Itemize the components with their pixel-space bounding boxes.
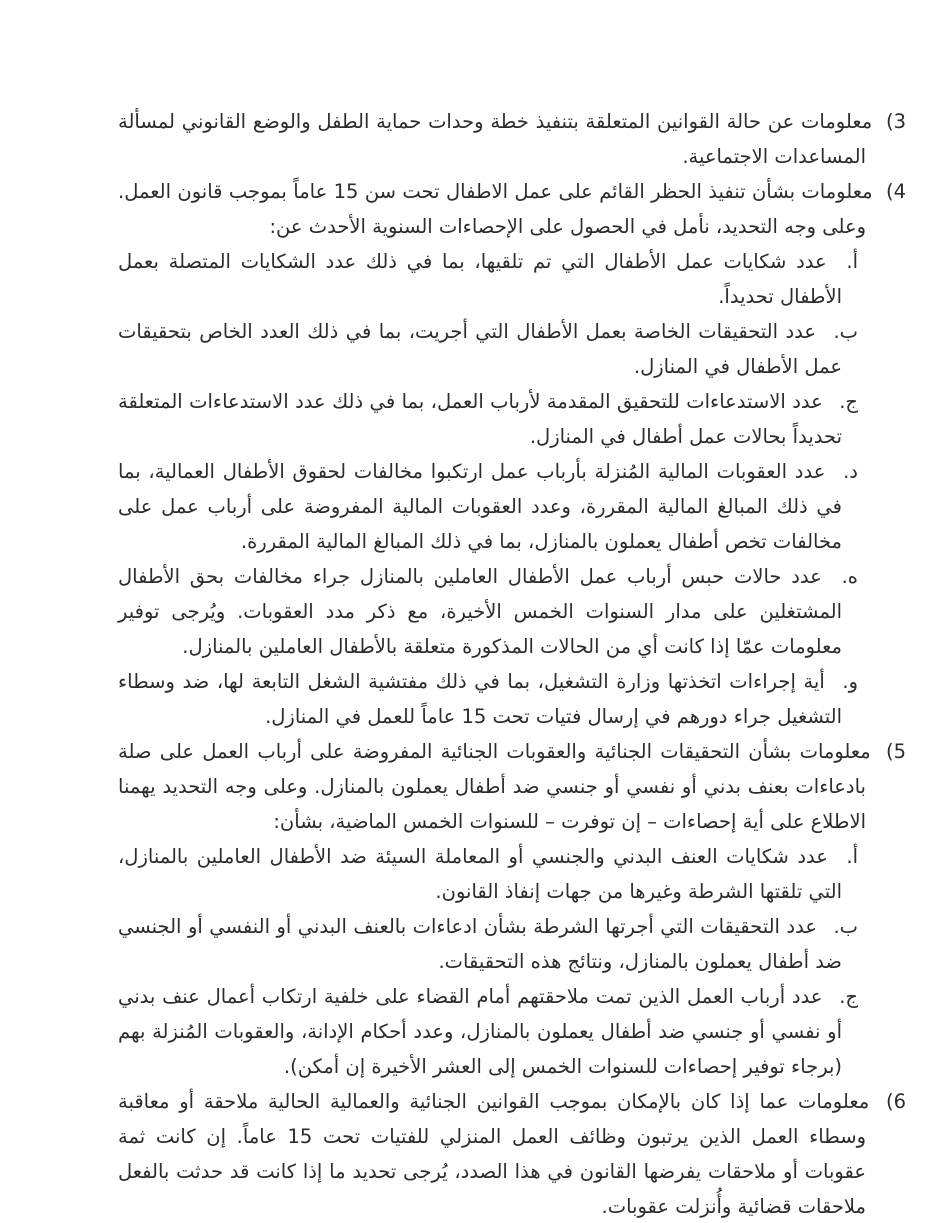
sub-item-text: عدد شكايات عمل الأطفال التي تم تلقيها، بما في ذلك عدد الشكايات المتصلة بعمل الأطفال تحديداً. (118, 250, 842, 308)
sub-item-letter-marker: ه. (841, 565, 858, 588)
item-number-marker: 5) (885, 740, 906, 763)
numbered-item-paragraph (118, 174, 906, 244)
numbered-item-paragraph (118, 734, 906, 839)
sub-item-letter-marker: ج. (839, 985, 858, 1008)
sub-item-paragraph (118, 314, 906, 384)
sub-item-paragraph (118, 244, 906, 314)
item-text: معلومات بشأن التحقيقات الجنائية والعقوبات الجنائية المفروضة على أرباب العمل على صلة بادعاءات بعنف بدني أو نفسي أو جنسي ضد أطفال يعملون بالمنازل. وعلى وجه التحديد يهمنا الاطلاع على أية إحصاءات – إن توفرت – للسنوات الخمس الماضية، بشأن: (118, 740, 871, 833)
sub-item-paragraph (118, 454, 906, 559)
sub-item-text: عدد العقوبات المالية المُنزلة بأرباب عمل ارتكبوا مخالفات لحقوق الأطفال العمالية، بما في ذلك المبالغ المالية المقررة، وعدد العقوبات المالية المفروضة على أرباب عمل على مخالفات تخص أطفال يعملون بالمنازل، بما في ذلك المبالغ المالية المقررة. (118, 460, 842, 553)
sub-item-letter-marker: أ. (846, 250, 858, 273)
item-text: معلومات بشأن تنفيذ الحظر القائم على عمل الاطفال تحت سن 15 عاماً بموجب قانون العمل. وعلى وجه التحديد، نأمل في الحصول على الإحصاءات السنوية الأحدث عن: (118, 180, 873, 238)
item-number-marker: 6) (885, 1090, 906, 1113)
sub-item-letter-marker: ب. (833, 915, 859, 938)
sub-item-paragraph (118, 909, 906, 979)
sub-item-letter-marker: ج. (839, 390, 858, 413)
numbered-item (118, 734, 906, 1084)
sub-item-letter-marker: أ. (846, 845, 858, 868)
sub-item-paragraph (118, 979, 906, 1084)
sub-item-letter-marker: ب. (833, 320, 859, 343)
sub-item-text: عدد حالات حبس أرباب عمل الأطفال العاملين بالمنازل جراء مخالفات بحق الأطفال المشتغلين على مدار السنوات الخمس الأخيرة، مع ذكر مدد العقوبات. ويُرجى توفير معلومات عمّا إذا كانت أي من الحالات المذكورة متعلقة بالأطفال العاملين بالمنازل. (118, 565, 842, 658)
sub-item-paragraph (118, 839, 906, 909)
numbered-item-paragraph (118, 1084, 906, 1223)
sub-item-text: أية إجراءات اتخذتها وزارة التشغيل، بما في ذلك مفتشية الشغل التابعة لها، ضد وسطاء التشغيل جراء دورهم في إرسال فتيات تحت 15 عاماً للعمل في المنازل. (118, 670, 842, 728)
sub-item-text: عدد التحقيقات الخاصة بعمل الأطفال التي أجريت، بما في ذلك العدد الخاص بتحقيقات عمل الأطفال في المنازل. (118, 320, 842, 378)
sub-item-text: عدد شكايات العنف البدني والجنسي أو المعاملة السيئة ضد الأطفال العاملين بالمنازل، التي تلقتها الشرطة وغيرها من جهات إنفاذ القانون. (118, 845, 842, 903)
numbered-item-paragraph (118, 104, 906, 174)
sub-item-paragraph (118, 559, 906, 664)
numbered-item (118, 104, 906, 174)
item-text: معلومات عما إذا كان بالإمكان بموجب القوانين الجنائية والعمالية الحالية ملاحقة أو معاقبة وسطاء العمل الذين يرتبون وظائف العمل المنزلي للفتيات تحت 15 عاماً. إن كانت ثمة عقوبات أو ملاحقات يفرضها القانون في هذا الصدد، يُرجى تحديد ما إذا كانت قد حدثت بالفعل ملاحقات قضائية وأُنزلت عقوبات. (118, 1090, 870, 1218)
item-number-marker: 4) (885, 180, 906, 203)
sub-item-paragraph (118, 664, 906, 734)
sub-item-paragraph (118, 384, 906, 454)
sub-item-letter-marker: و. (842, 670, 858, 693)
sub-item-letter-marker: د. (843, 460, 858, 483)
numbered-item (118, 174, 906, 734)
sub-item-text: عدد التحقيقات التي أجرتها الشرطة بشأن ادعاءات بالعنف البدني أو النفسي أو الجنسي ضد أطفال يعملون بالمنازل، ونتائج هذه التحقيقات. (118, 915, 842, 973)
numbered-item (118, 1084, 906, 1223)
item-number-marker: 3) (885, 110, 906, 133)
sub-item-text: عدد الاستدعاءات للتحقيق المقدمة لأرباب العمل، بما في ذلك عدد الاستدعاءات المتعلقة تحديداً بحالات عمل أطفال في المنازل. (118, 390, 842, 448)
item-text: معلومات عن حالة القوانين المتعلقة بتنفيذ خطة وحدات حماية الطفل والوضع القانوني لمسألة المساعدات الاجتماعية. (118, 110, 873, 168)
sub-item-text: عدد أرباب العمل الذين تمت ملاحقتهم أمام القضاء على خلفية ارتكاب أعمال عنف بدني أو نفسي أو جنسي ضد أطفال يعملون بالمنازل، وعدد أحكام الإدانة، والعقوبات المُنزلة بهم (برجاء توفير إحصاءات للسنوات الخمس إلى العشر الأخيرة إن أمكن). (118, 985, 842, 1078)
document-body (118, 104, 906, 1223)
